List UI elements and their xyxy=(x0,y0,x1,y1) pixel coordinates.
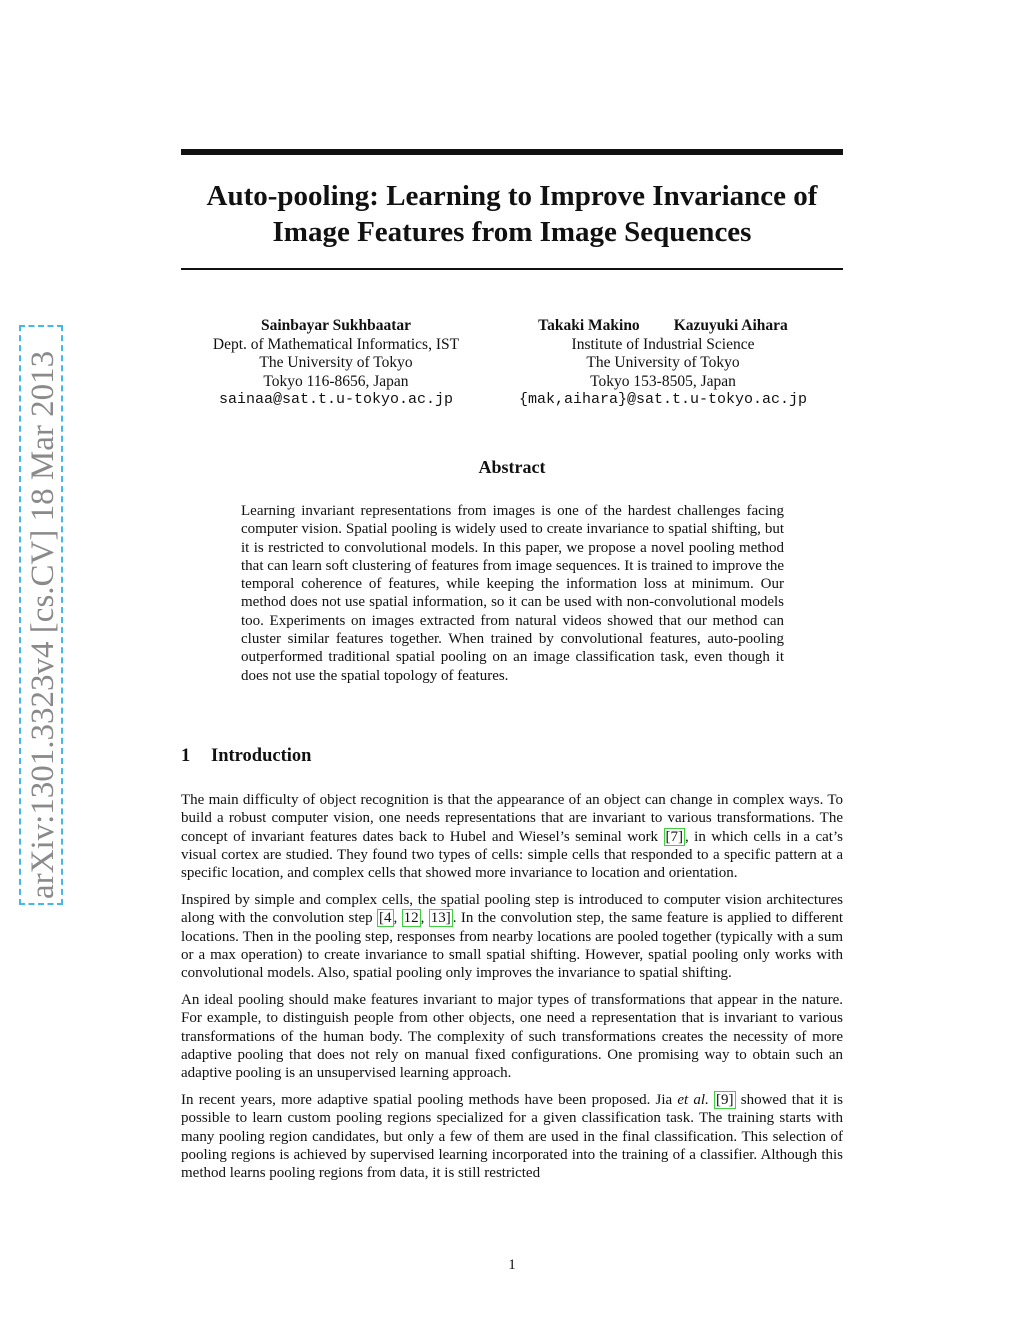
section-number: 1 xyxy=(181,746,191,766)
affiliation-line: Institute of Industrial Science xyxy=(571,335,755,353)
affiliation-line: Tokyo 116-8656, Japan xyxy=(263,372,409,390)
author-names xyxy=(496,317,830,336)
affiliation-line: The University of Tokyo xyxy=(586,354,740,372)
text-run: In recent years, more adaptive spatial pooling methods have been proposed. Jia xyxy=(181,1091,678,1108)
title-rule-bottom xyxy=(181,268,843,270)
affiliation-line: Dept. of Mathematical Informatics, IST xyxy=(212,335,460,353)
abstract-heading: Abstract xyxy=(478,457,546,477)
author-block-left xyxy=(186,317,486,410)
page-number: 1 xyxy=(508,1257,516,1273)
arxiv-stamp: arXiv:1301.3323v4 [cs.CV] 18 Mar 2013 xyxy=(19,325,63,905)
paragraph-3: An ideal pooling should make features invariant to major types of transformations that appear in the nature. For example, to distinguish people from other objects, one need a representation that is invariant to various transformations of the human body. The complexity of such transformations creates the necessity of more adaptive pooling that does not rely on manual fixed configurations. One promising way to obtain such an adaptive pooling is an unsupervised learning approach. xyxy=(181,991,843,1082)
title-rule-top xyxy=(181,149,843,155)
affiliation-line: Tokyo 153-8505, Japan xyxy=(590,372,736,390)
citation-link[interactable]: 13] xyxy=(430,910,451,927)
text-run: showed that it is possible to learn custom pooling regions specialized for a given classification task. The training starts with many pooling region candidates, but only a few of them are used in the final classification. This selection of pooling regions is achieved by supervised learning incorporated into the training of a classifier. Although this method learns pooling regions from data, it is still restricted xyxy=(181,1091,843,1182)
author-name: Sainbayar Sukhbaatar xyxy=(260,317,412,334)
title-line-2: Image Features from Image Sequences xyxy=(272,216,752,248)
author-name: Takaki Makino xyxy=(538,317,640,334)
paragraph-2: Inspired by simple and complex cells, the spatial pooling step is introduced to computer vision architectures along with the convolution step [4 , 12 , 13] . In the convolution step, the same feature is applied to different locations. Then in the pooling step, responses from nearby locations are pooled together (typically with a sum or a max operation) to create invariance to small spatial shifting. However, spatial pooling only works with convolutional models. Also, spatial pooling only improves the invariance to spatial shifting. xyxy=(181,891,843,982)
text-run: . In the convolution step, the same feature is applied to different locations. Then in the pooling step, responses from nearby locations are pooled together (typically with a sum or a max operation) to create invariance to small spatial shifting. However, spatial pooling only works with convolutional models. Also, spatial pooling only improves the invariance to spatial shifting. xyxy=(181,910,843,982)
author-name: Kazuyuki Aihara xyxy=(673,317,788,334)
author-block-right xyxy=(496,317,830,410)
paper-title xyxy=(181,178,843,250)
author-email: sainaa@sat.t.u-tokyo.ac.jp xyxy=(218,391,454,409)
affiliation-line: The University of Tokyo xyxy=(259,354,413,372)
citation-link[interactable]: [7] xyxy=(665,828,683,845)
citation-link[interactable]: [9] xyxy=(716,1091,734,1108)
author-email: {mak,aihara}@sat.t.u-tokyo.ac.jp xyxy=(518,391,808,409)
emphasis: et al. xyxy=(677,1091,709,1108)
text-run: The main difficulty of object recognition is that the appearance of an object can change in complex ways. To build a robust computer vision, one needs representations that are invariant to various transformations. The concept of invariant features dates back to Hubel and Wiesel’s seminal work xyxy=(181,792,843,845)
body-text xyxy=(181,791,843,1191)
paragraph-4 xyxy=(181,1091,843,1182)
citation-link[interactable]: [4 xyxy=(379,910,392,927)
text-run: Inspired by simple and complex cells, the spatial pooling step is introduced to computer vision architectures along with the convolution step xyxy=(181,891,843,927)
abstract-body: Learning invariant representations from images is one of the hardest challenges facing computer vision. Spatial pooling is widely used to create invariance to spatial shifting, but it is restricted to convolutional models. In this paper, we propose a novel pooling method that can learn soft clustering of features from image sequences. It is trained to improve the temporal coherence of features, while keeping the information loss at minimum. Our method does not use spatial information, so it can be used with non-convolutional models too. Experiments on images extracted from natural videos showed that our method can cluster similar features together. When trained by convolutional features, auto-pooling outperformed traditional spatial pooling on an image classification task, even though it does not use the spatial topology of features. xyxy=(241,503,784,684)
title-line-1: Auto-pooling: Learning to Improve Invariance of xyxy=(206,180,818,212)
section-heading xyxy=(181,746,311,767)
text-run: , in which cells in a cat’s visual cortex are studied. They found two types of cells: simple cells that responded to a specific pattern at a specific location, and complex cells that showed more invariance to location and orientation. xyxy=(181,828,843,882)
section-title: Introduction xyxy=(211,746,312,766)
citation-link[interactable]: 12 xyxy=(403,910,419,927)
paragraph-1 xyxy=(181,791,843,882)
